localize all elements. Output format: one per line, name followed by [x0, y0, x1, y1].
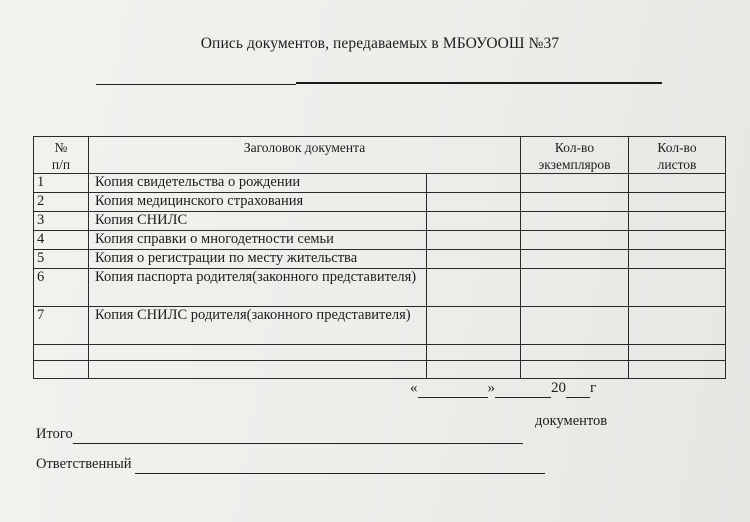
table-row-empty — [34, 345, 726, 361]
responsible-label: Ответственный — [36, 456, 132, 472]
table-row — [34, 307, 726, 345]
row-number: 1 — [34, 174, 89, 193]
row-number: 4 — [34, 231, 89, 250]
month-blank[interactable] — [495, 380, 551, 398]
row-extra — [427, 269, 521, 307]
header-copies: Кол-во экземпляров — [521, 137, 629, 174]
date-open-quote: « — [410, 380, 418, 396]
row-sheets — [629, 269, 726, 307]
table-row — [34, 250, 726, 269]
responsible-blank[interactable] — [135, 456, 545, 474]
row-copies — [521, 212, 629, 231]
table-row — [34, 231, 726, 250]
row-title: Копия справки о многодетности семьи — [89, 231, 427, 250]
row-title: Копия о регистрации по месту жительства — [89, 250, 427, 269]
day-blank[interactable] — [418, 380, 488, 398]
row-number: 5 — [34, 250, 89, 269]
responsible-line — [36, 456, 545, 474]
year-suffix: г — [590, 380, 597, 396]
row-sheets — [629, 193, 726, 212]
row-number: 7 — [34, 307, 89, 345]
row-number: 3 — [34, 212, 89, 231]
row-extra — [427, 174, 521, 193]
table-row — [34, 193, 726, 212]
table-header-row — [34, 137, 726, 174]
total-suffix: документов — [535, 413, 608, 429]
total-blank[interactable] — [73, 426, 523, 444]
title-underline-thick — [296, 82, 662, 84]
row-copies — [521, 231, 629, 250]
document-title: Опись документов, передаваемых в МБОУООШ №37 — [200, 35, 560, 52]
row-copies — [521, 307, 629, 345]
table-row-empty — [34, 361, 726, 379]
header-sheets: Кол-во листов — [629, 137, 726, 174]
documents-table — [33, 136, 726, 379]
total-label: Итого — [36, 426, 73, 442]
row-extra — [427, 250, 521, 269]
row-title: Копия свидетельства о рождении — [89, 174, 427, 193]
row-title: Копия медицинского страхования — [89, 193, 427, 212]
row-title: Копия СНИЛС родителя(законного представителя) — [89, 307, 427, 345]
table-row — [34, 212, 726, 231]
table-row — [34, 269, 726, 307]
year-prefix: 20 — [551, 380, 566, 396]
total-line — [36, 426, 523, 444]
row-title: Копия паспорта родителя(законного представителя) — [89, 269, 427, 307]
row-extra — [427, 212, 521, 231]
row-sheets — [629, 250, 726, 269]
row-sheets — [629, 231, 726, 250]
row-copies — [521, 193, 629, 212]
row-extra — [427, 307, 521, 345]
row-copies — [521, 174, 629, 193]
date-line — [410, 380, 596, 398]
row-number: 6 — [34, 269, 89, 307]
row-extra — [427, 193, 521, 212]
date-close-quote: » — [487, 380, 495, 396]
title-underline — [96, 84, 296, 85]
row-number: 2 — [34, 193, 89, 212]
row-sheets — [629, 174, 726, 193]
table-row — [34, 174, 726, 193]
year-blank[interactable] — [566, 380, 590, 398]
row-sheets — [629, 212, 726, 231]
header-title: Заголовок документа — [89, 137, 521, 174]
row-sheets — [629, 307, 726, 345]
row-title: Копия СНИЛС — [89, 212, 427, 231]
header-number: № п/п — [34, 137, 89, 174]
row-extra — [427, 231, 521, 250]
row-copies — [521, 269, 629, 307]
row-copies — [521, 250, 629, 269]
